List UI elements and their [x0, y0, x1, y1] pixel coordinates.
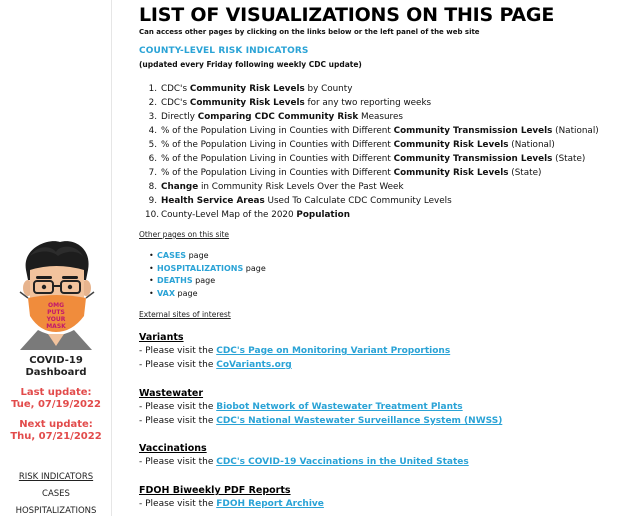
cases-page-link[interactable]: CASES: [157, 251, 187, 260]
list-item[interactable]: 8. Change in Community Risk Levels Over the Past Week: [148, 182, 404, 192]
wastewater-row-2: - Please visit the CDC's National Wastewater Surveillance System (NWSS): [139, 416, 503, 426]
list-item: • HOSPITALIZATIONS page: [149, 263, 266, 273]
list-item: • VAX page: [149, 288, 198, 298]
next-update-label: Next update:: [19, 419, 93, 430]
biobot-network-link[interactable]: Biobot Network of Wastewater Treatment Plants: [216, 402, 463, 412]
svg-text:YOUR: YOUR: [46, 316, 66, 323]
page-title: LIST OF VISUALIZATIONS ON THIS PAGE: [139, 4, 555, 26]
fdoh-report-archive-link[interactable]: FDOH Report Archive: [216, 499, 324, 509]
left-sidebar: [0, 0, 112, 516]
svg-text:MASK: MASK: [46, 323, 66, 330]
fdoh-row-1: - Please visit the FDOH Report Archive: [139, 499, 324, 509]
list-item[interactable]: 7. % of the Population Living in Counties with Different Community Risk Levels (State): [148, 168, 542, 178]
sidebar-item-risk-indicators[interactable]: RISK INDICATORS: [18, 472, 94, 482]
page-subtitle: Can access other pages by clicking on the links below or the left panel of the web site: [139, 28, 480, 36]
other-pages-list: [149, 250, 266, 300]
wastewater-row-1: - Please visit the Biobot Network of Wastewater Treatment Plants: [139, 402, 463, 412]
fdoh-reports-heading: FDOH Biweekly PDF Reports: [139, 485, 291, 496]
list-item[interactable]: 3. Directly Comparing CDC Community Risk Measures: [148, 112, 403, 122]
variants-row-2: - Please visit the CoVariants.org: [139, 360, 292, 370]
list-item[interactable]: 6. % of the Population Living in Counties with Different Community Transmission Levels (State): [148, 154, 586, 164]
cdc-vaccinations-link[interactable]: CDC's COVID-19 Vaccinations in the United States: [216, 457, 469, 467]
list-item[interactable]: 10. County-Level Map of the 2020 Population: [145, 210, 350, 220]
sidebar-item-hospitalizations[interactable]: HOSPITALIZATIONS: [15, 506, 97, 516]
next-update-date: Thu, 07/21/2022: [10, 431, 102, 442]
sidebar-item-cases[interactable]: CASES: [42, 489, 70, 499]
list-item: • DEATHS page: [149, 276, 216, 285]
svg-text:OMG: OMG: [48, 302, 64, 309]
county-risk-indicators-link[interactable]: COUNTY-LEVEL RISK INDICATORS: [139, 46, 309, 56]
vax-page-link[interactable]: VAX: [157, 288, 176, 298]
county-section-note: (updated every Friday following weekly CDC update): [139, 60, 362, 69]
list-item[interactable]: 2. CDC's Community Risk Levels for any two reporting weeks: [148, 98, 432, 108]
vaccinations-row-1: - Please visit the CDC's COVID-19 Vaccinations in the United States: [139, 457, 469, 467]
variants-row-1: - Please visit the CDC's Page on Monitoring Variant Proportions: [139, 346, 451, 356]
svg-text:PUTS: PUTS: [47, 309, 65, 316]
external-sites-heading: External sites of interest: [139, 310, 231, 319]
list-item[interactable]: 4. % of the Population Living in Counties with Different Community Transmission Levels (National): [148, 126, 599, 136]
visualization-list: [145, 82, 599, 222]
dashboard-title-line2: Dashboard: [25, 367, 87, 378]
dashboard-title-line1: COVID-19: [29, 355, 83, 366]
covariants-link[interactable]: CoVariants.org: [216, 360, 292, 370]
other-pages-heading: Other pages on this site: [139, 230, 230, 239]
last-update-date: Tue, 07/19/2022: [11, 399, 101, 410]
variants-heading: Variants: [139, 332, 184, 343]
deaths-page-link[interactable]: DEATHS: [157, 276, 193, 285]
vaccinations-heading: Vaccinations: [139, 443, 207, 454]
cdc-nwss-link[interactable]: CDC's National Wastewater Surveillance System (NWSS): [216, 416, 503, 426]
list-item[interactable]: 5. % of the Population Living in Counties with Different Community Risk Levels (National): [148, 140, 555, 150]
hospitalizations-page-link[interactable]: HOSPITALIZATIONS: [157, 263, 244, 273]
avatar: [8, 236, 104, 350]
list-item: • CASES page: [149, 251, 209, 260]
list-item[interactable]: 1. CDC's Community Risk Levels by County: [148, 84, 353, 94]
last-update-label: Last update:: [20, 387, 92, 398]
list-item[interactable]: 9. Health Service Areas Used To Calculate CDC Community Levels: [148, 196, 452, 206]
wastewater-heading: Wastewater: [139, 388, 204, 399]
cdc-variant-proportions-link[interactable]: CDC's Page on Monitoring Variant Proportions: [216, 346, 451, 356]
